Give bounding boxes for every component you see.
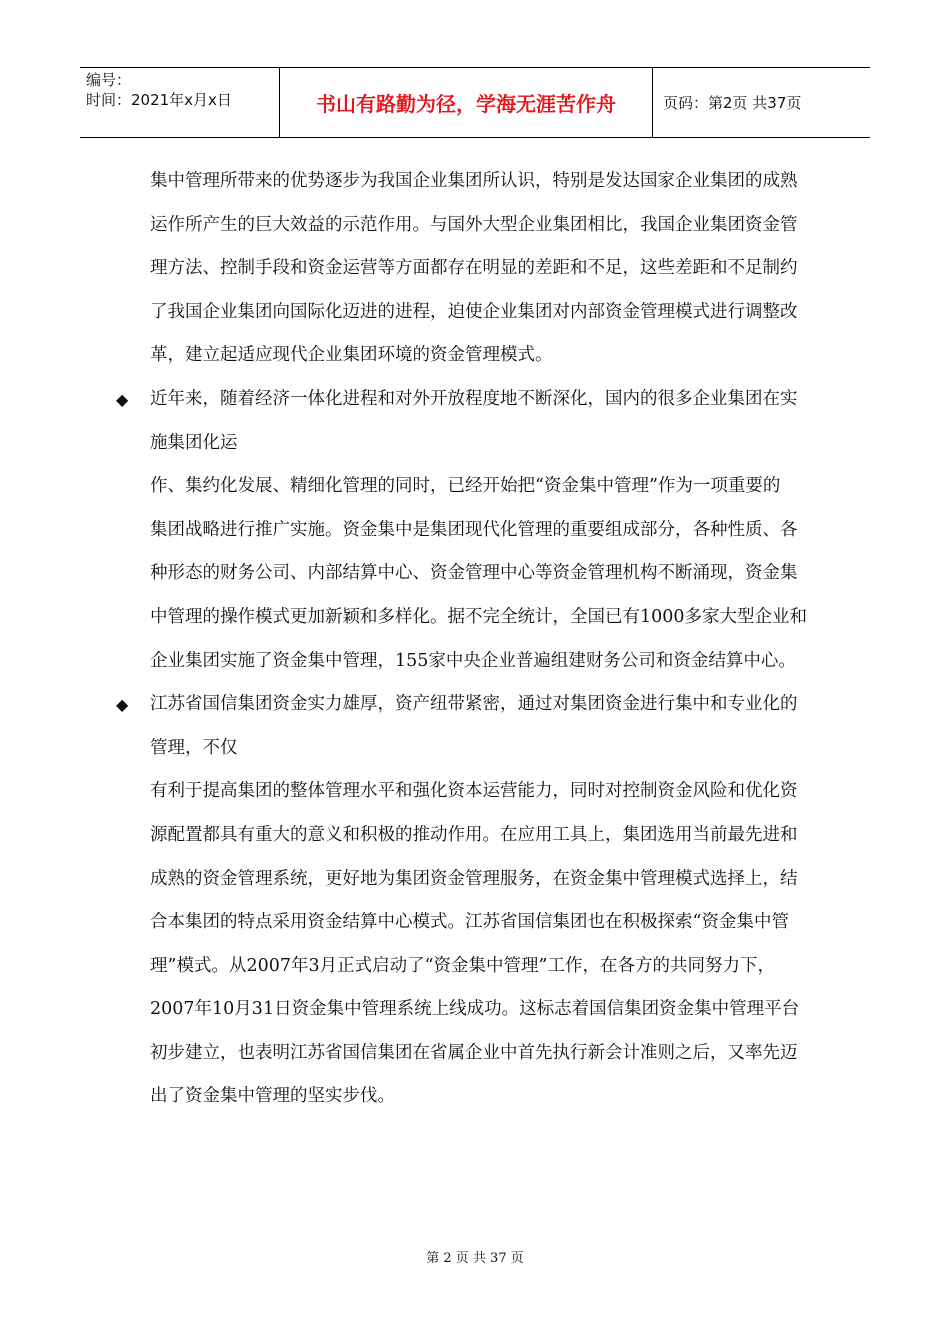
text-line: 中管理的操作模式更加新颖和多样化。据不完全统计，全国已有1000多家大型企业和 [150,606,808,627]
text-line: 合本集团的特点采用资金结算中心模式。江苏省国信集团也在积极探索“资金集中管 [150,912,789,933]
diamond-bullet-icon: ◆ [116,389,129,409]
text-line: 集中管理所带来的优势逐步为我国企业集团所认识，特别是发达国家企业集团的成熟 [150,171,798,191]
text-line: 了我国企业集团向国际化迈进的进程，迫使企业集团对内部资金管理模式进行调整改 [150,301,798,322]
header-page-number: 页码：第2页 共37页 [663,94,802,112]
header-meta [80,68,280,137]
text-line: 江苏省国信集团资金实力雄厚，资产纽带紧密，通过对集团资金进行集中和专业化的 [150,694,798,715]
text-line: 2007年10月31日资金集中管理系统上线成功。这标志着国信集团资金集中管理平台 [150,999,800,1020]
text-line: 革，建立起适应现代企业集团环境的资金管理模式。 [150,345,553,366]
diamond-bullet-icon: ◆ [116,695,129,715]
page-footer: 第 2 页 共 37 页 [426,1251,524,1266]
bullet-line [116,683,872,727]
text-line: 近年来，随着经济一体化进程和对外开放程度地不断深化，国内的很多企业集团在实 [150,388,798,409]
text-line: 理”模式。从2007年3月正式启动了“资金集中管理”工作，在各方的共同努力下， [150,955,776,976]
text-line: 理方法、控制手段和资金运营等方面都存在明显的差距和不足，这些差距和不足制约 [150,258,798,279]
text-line: 成熟的资金管理系统，更好地为集团资金管理服务，在资金集中管理模式选择上，结 [150,868,798,889]
document-date-label: 时间：2021年x月x日 [86,91,232,109]
text-line: 源配置都具有重大的意义和积极的推动作用。在应用工具上，集团选用当前最先进和 [150,824,798,845]
text-line: 管理，不仅 [150,737,238,758]
text-line: 企业集团实施了资金集中管理，155家中央企业普遍组建财务公司和资金结算中心。 [150,650,796,671]
text-line: 初步建立，也表明江苏省国信集团在省属企业中首先执行新会计准则之后，又率先迈 [150,1042,798,1063]
text-line: 出了资金集中管理的坚实步伐。 [150,1086,395,1107]
bullet-line [116,378,872,422]
header-motto: 书山有路勤为径，学海无涯苦作舟 [280,68,653,137]
page-header [80,67,870,138]
text-line: 有利于提高集团的整体管理水平和强化资本运营能力，同时对控制资金风险和优化资 [150,781,798,802]
paragraph-3 [116,683,872,1119]
text-line: 运作所产生的巨大效益的示范作用。与国外大型企业集团相比，我国企业集团资金管 [150,214,798,235]
text-line: 集团战略进行推广实施。资金集中是集团现代化管理的重要组成部分，各种性质、各 [150,519,798,540]
text-line: 种形态的财务公司、内部结算中心、资金管理中心等资金管理机构不断涌现，资金集 [150,563,798,584]
text-line: 作、集约化发展、精细化管理的同时，已经开始把“资金集中管理”作为一项重要的 [150,476,781,497]
document-number-label: 编号： [86,71,132,89]
paragraph-2 [116,378,872,683]
document-body [116,160,872,1119]
text-line: 施集团化运 [150,432,238,453]
paragraph-1 [150,160,872,378]
